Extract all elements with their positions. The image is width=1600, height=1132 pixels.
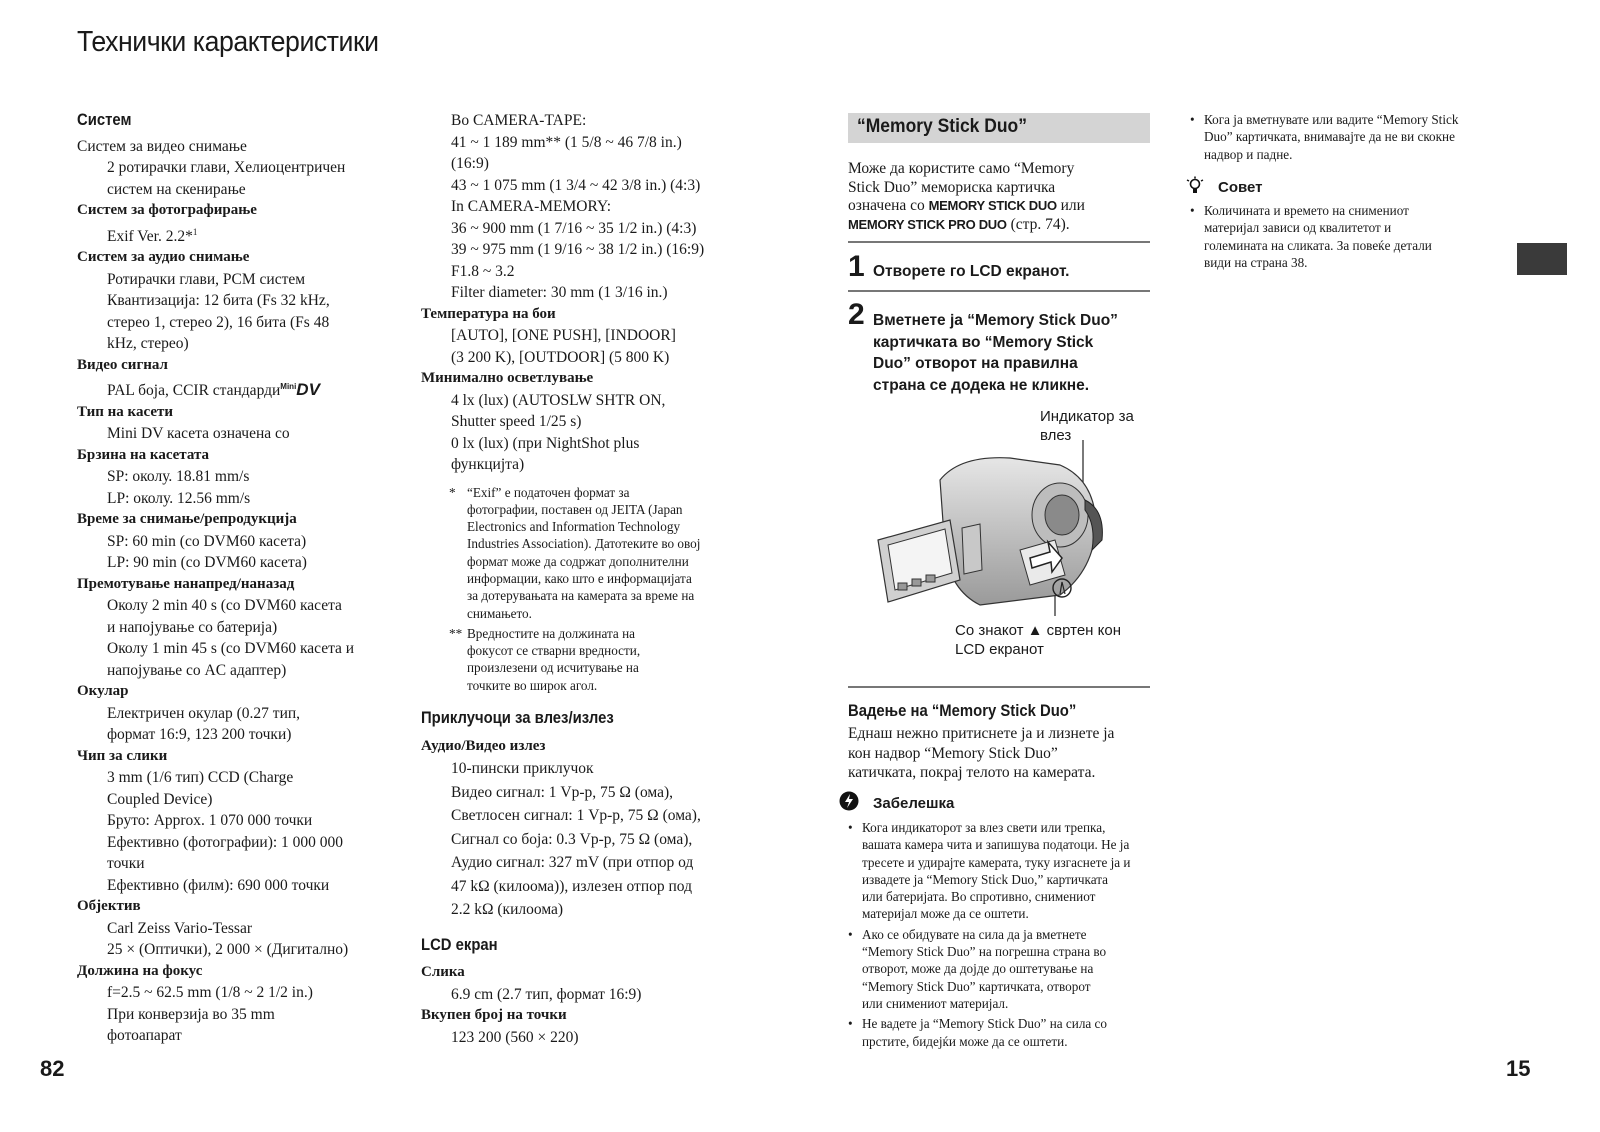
note-line: или снимениот материјал. bbox=[862, 995, 1009, 1011]
notes-list bbox=[848, 819, 1153, 1053]
spec-value: Светлосен сигнал: 1 Vp-p, 75 Ω (ома), bbox=[451, 807, 701, 825]
spec-value: и напојување со батерија) bbox=[107, 618, 278, 636]
footnote-line: снимањето. bbox=[467, 605, 532, 621]
note-line: или батеријата. Во спротивно, снимениот bbox=[862, 889, 1096, 905]
step-number: 2 bbox=[848, 298, 865, 331]
footnote-line: точките во широк агол. bbox=[467, 677, 598, 693]
bullet: • bbox=[848, 1016, 853, 1032]
remove-heading: Вадење на “Memory Stick Duo” bbox=[848, 702, 1077, 720]
callout-access-indicator: Индикатор за влез bbox=[1040, 408, 1134, 444]
footnote-line: фотографии, поставен од JEITA (Japan bbox=[467, 501, 683, 517]
spec-item bbox=[421, 368, 731, 476]
note-line: Не вадете ја “Memory Stick Duo” на сила со bbox=[862, 1016, 1107, 1032]
spec-item bbox=[77, 402, 397, 445]
remove-instructions: Еднаш нежно притиснете ја и лизнете ја кон надвор “Memory Stick Duo” катичката, покрај телото на камерата. bbox=[848, 725, 1115, 781]
spec-label: Видео сигнал bbox=[77, 356, 168, 373]
section-heading-lcd: LCD екран bbox=[421, 935, 498, 954]
spec-value: 10-пински приклучок bbox=[451, 760, 594, 778]
note-line: извадете ја “Memory Stick Duo,” картичката bbox=[862, 871, 1109, 887]
note-line: “Memory Stick Duo” на погрешна страна во bbox=[862, 944, 1107, 960]
spec-value: 3 mm (1/6 тип) CCD (Charge bbox=[107, 769, 294, 787]
spec-item bbox=[77, 136, 397, 201]
spec-value: 43 ~ 1 075 mm (1 3/4 ~ 42 3/8 in.) (4:3) bbox=[451, 176, 701, 194]
spec-value: Coupled Device) bbox=[107, 790, 213, 808]
spec-value: [AUTO], [ONE PUSH], [INDOOR] bbox=[451, 327, 676, 344]
spec-value: формат 16:9, 123 200 точки) bbox=[107, 726, 292, 744]
note-item bbox=[848, 926, 1153, 1012]
spec-value: Ротирачки глави, PCM систем bbox=[107, 270, 306, 288]
spec-label: Слика bbox=[421, 964, 465, 981]
spec-label: Премотување нанапред/наназад bbox=[77, 575, 295, 592]
spec-value: При конверзија во 35 mm bbox=[107, 1005, 275, 1023]
note-item: • Кога ја вметнувате или вадите “Memory Stick Duo” картичката, внимавајте да не ви скокне надвор и падне. bbox=[1190, 112, 1459, 162]
divider bbox=[848, 290, 1150, 292]
note-item bbox=[848, 819, 1153, 923]
spec-value: Ефективно (филм): 690 000 точки bbox=[107, 876, 330, 894]
section-thumb-tab bbox=[1517, 243, 1567, 275]
minidv-logo: $^{Mini}$DV bbox=[280, 380, 320, 400]
spec-label: Чип за слики bbox=[77, 747, 168, 764]
spec-item bbox=[77, 896, 397, 961]
note-line: вашата камера чита и запишува податоци. Не ја bbox=[862, 837, 1130, 853]
spec-item bbox=[77, 746, 397, 897]
section-heading-io: Приклучоци за влез/излез bbox=[421, 709, 614, 728]
tip-lightbulb-icon bbox=[1185, 176, 1205, 196]
specs-column-1 bbox=[77, 110, 397, 1047]
spec-value: 123 200 (560 × 220) bbox=[451, 1028, 579, 1046]
note-line: тресете и удирајте камерата, туку изгаснете ја и bbox=[862, 854, 1131, 870]
spec-value: Сигнал со боја: 0.3 Vp-p, 75 Ω (ома), bbox=[451, 830, 693, 848]
callout-mark-direction: Со знакот ▲ свртен кон LCD екранот bbox=[955, 622, 1121, 658]
section-heading-system: Систем bbox=[77, 111, 132, 129]
note-heading: Забелешка bbox=[873, 795, 955, 812]
spec-item bbox=[77, 355, 397, 402]
spec-value: Ефективно (фотографии): 1 000 000 bbox=[107, 833, 344, 851]
spec-item bbox=[77, 574, 397, 682]
spec-value: Околу 1 min 45 s (со DVM60 касета и bbox=[107, 640, 355, 658]
tip-note bbox=[1190, 202, 1490, 274]
spec-item bbox=[77, 445, 397, 510]
insert-remove-note bbox=[1190, 111, 1490, 166]
bullet: • bbox=[848, 926, 853, 942]
footnote-line: фокусот се стварни вредности, bbox=[467, 643, 641, 659]
step-text: Отворете го LCD екранот. bbox=[873, 263, 1070, 280]
spec-label: Систем за аудио снимање bbox=[77, 249, 250, 266]
memory-stick-heading: “Memory Stick Duo” bbox=[857, 116, 1027, 137]
footnote-line: произлезени од исчитување на bbox=[467, 660, 639, 676]
spec-label: Систем за видео снимање bbox=[77, 137, 247, 155]
spec-value: 47 kΩ (килоома)), излезен отпор под bbox=[451, 877, 692, 895]
spec-value: Exif Ver. 2.2*$^1$ bbox=[107, 226, 198, 245]
spec-value: Електричен окулар (0.27 тип, bbox=[107, 704, 301, 722]
footnote-mark: 1 bbox=[192, 226, 198, 237]
spec-value: f=2.5 ~ 62.5 mm (1/8 ~ 2 1/2 in.) bbox=[107, 984, 313, 1002]
footnote-mark: * bbox=[449, 484, 456, 500]
note-line: “Memory Stick Duo” картичката, отворот bbox=[862, 978, 1091, 994]
spec-value: 2 ротирачки глави, Хелиоцентричен bbox=[107, 159, 346, 176]
spec-value: напојување со AC адаптер) bbox=[107, 661, 287, 679]
spec-value: (3 200 K), [OUTDOOR] (5 800 K) bbox=[451, 348, 670, 366]
spec-list-2 bbox=[421, 304, 731, 476]
spec-value: In CAMERA-MEMORY: bbox=[451, 198, 612, 215]
spec-label: Минимално осветлување bbox=[421, 370, 594, 386]
spec-value: 6.9 cm (2.7 тип, формат 16:9) bbox=[451, 985, 642, 1003]
step-number: 1 bbox=[848, 250, 865, 283]
footnote-line: за дотерувањата на камерата за време на bbox=[467, 588, 695, 604]
spec-label: Должина на фокус bbox=[77, 962, 203, 979]
note-item: • Количината и времето на снимениот материјал зависи од квалитетот и големината на сликата. За повеќе детали види на страна 38. bbox=[1190, 203, 1432, 270]
note-item bbox=[848, 1015, 1153, 1050]
spec-value: 36 ~ 900 mm (1 7/16 ~ 35 1/2 in.) (4:3) bbox=[451, 219, 697, 237]
spec-value: SP: околу. 18.81 mm/s bbox=[107, 468, 250, 486]
note-line: Кога индикаторот за влез свети или трепка, bbox=[862, 820, 1106, 835]
spec-value: LP: 90 min (со DVM60 касета) bbox=[107, 554, 307, 572]
memory-stick-intro: Може да користите само “Memory Stick Duo” мемориска картичка означена со MEMORY STICK DUO или MEMORY STICK PRO DUO (стр. 74). bbox=[848, 160, 1085, 233]
spec-value: 4 lx (lux) (AUTOSLW SHTR ON, bbox=[451, 391, 666, 409]
page-title: Технички карактеристики bbox=[77, 26, 379, 58]
spec-label: Брзина на касетата bbox=[77, 446, 210, 463]
spec-label-av-out: Аудио/Видео излез bbox=[421, 737, 546, 754]
focal-length-continued bbox=[421, 110, 731, 304]
spec-value: SP: 60 min (со DVM60 касета) bbox=[107, 532, 307, 550]
spec-label: Објектив bbox=[77, 898, 141, 915]
spec-label: Вкупен број на точки bbox=[421, 1007, 567, 1024]
spec-value: Бруто: Approx. 1 070 000 точки bbox=[107, 812, 313, 830]
footnote-line: формат може да содржат дополнителни bbox=[467, 553, 689, 569]
spec-label: Време за снимање/репродукција bbox=[77, 511, 297, 528]
spec-item bbox=[77, 247, 397, 355]
memory-stick-heading-band bbox=[848, 113, 1150, 143]
note-line: прстите, бидејќи може да се оштети. bbox=[862, 1033, 1068, 1049]
spec-label: Тип на касети bbox=[77, 403, 173, 420]
divider bbox=[848, 241, 1150, 243]
spec-value: Carl Zeiss Vario-Tessar bbox=[107, 919, 252, 937]
spec-value: 2.2 kΩ (килоома) bbox=[451, 901, 564, 919]
footnote bbox=[451, 484, 731, 622]
tip-heading: Совет bbox=[1218, 179, 1263, 196]
av-out-values bbox=[421, 757, 731, 922]
spec-value: kHz, стерео) bbox=[107, 335, 189, 353]
footnote-line: Electronics and Information Technology bbox=[467, 519, 681, 535]
spec-item bbox=[421, 1005, 731, 1048]
lcd-specs bbox=[421, 962, 731, 1048]
spec-value: Видео сигнал: 1 Vp-p, 75 Ω (ома), bbox=[451, 783, 674, 801]
footnote-line: “Exif” е податочен формат за bbox=[467, 484, 630, 500]
spec-value: 0 lx (lux) (при NightShot plus bbox=[451, 434, 640, 452]
spec-value: 25 × (Оптички), 2 000 × (Дигитално) bbox=[107, 941, 349, 959]
spec-value: точки bbox=[107, 855, 145, 873]
memory-stick-duo-logo: MEMORY STICK DUO bbox=[928, 198, 1057, 213]
spec-value: Filter diameter: 30 mm (1 3/16 in.) bbox=[451, 284, 668, 301]
spec-item bbox=[77, 681, 397, 746]
spec-item bbox=[77, 509, 397, 574]
step-2 bbox=[848, 298, 1118, 394]
spec-value: Аудио сигнал: 327 mV (при отпор од bbox=[451, 854, 694, 872]
spec-label: Температура на бои bbox=[421, 305, 556, 322]
spec-item bbox=[77, 200, 397, 247]
note-line: Ако се обидувате на сила да ја вметнете bbox=[862, 926, 1087, 942]
spec-value: фотоапарат bbox=[107, 1027, 182, 1045]
camcorder-illustration bbox=[870, 440, 1120, 620]
spec-list bbox=[77, 136, 397, 1047]
spec-value: Околу 2 min 40 s (со DVM60 касета bbox=[107, 597, 342, 615]
note-line: материјал може да се оштети. bbox=[862, 906, 1029, 922]
spec-value: 39 ~ 975 mm (1 9/16 ~ 38 1/2 in.) (16:9) bbox=[451, 241, 705, 258]
spec-value: Во CAMERA-TAPE: bbox=[451, 112, 587, 129]
spec-value: LP: околу. 12.56 mm/s bbox=[107, 489, 251, 507]
spec-value: функцијта) bbox=[451, 456, 525, 473]
spec-value: (16:9) bbox=[451, 155, 489, 172]
spec-value: Mini DV касета означена со bbox=[107, 425, 290, 443]
spec-value: стерео 1, стерео 2), 16 бита (Fs 48 bbox=[107, 313, 330, 331]
page-number-left: 82 bbox=[40, 1056, 65, 1081]
footnote-line: Industries Association). Датотеките во овој bbox=[467, 536, 701, 552]
spec-label: Систем за фотографирање bbox=[77, 202, 257, 218]
step-1 bbox=[848, 250, 1070, 284]
step-text: Вметнете ја “Memory Stick Duo” картичката во “Memory Stick Duo” отворот на правилна страна се додека не кликне. bbox=[873, 312, 1118, 394]
footnote bbox=[451, 625, 731, 694]
footnote-line: Вредностите на должината на bbox=[467, 625, 635, 641]
spec-item bbox=[421, 962, 731, 1005]
divider bbox=[848, 686, 1150, 688]
page-number-right: 15 bbox=[1506, 1056, 1531, 1081]
caution-icon bbox=[839, 791, 859, 811]
spec-value: 41 ~ 1 189 mm** (1 5/8 ~ 46 7/8 in.) bbox=[451, 133, 682, 151]
spec-item bbox=[77, 961, 397, 1047]
spec-value: Квантизација: 12 бита (Fs 32 kHz, bbox=[107, 292, 330, 310]
spec-value: Shutter speed 1/25 s) bbox=[451, 413, 582, 430]
bullet: • bbox=[848, 820, 853, 835]
specs-column-2 bbox=[421, 110, 731, 1048]
footnote-mark: ** bbox=[449, 625, 463, 641]
note-line: отворот, може да дојде до оштетување на bbox=[862, 961, 1094, 977]
footnote-line: информации, како што е информацијата bbox=[467, 570, 692, 586]
footnotes bbox=[421, 484, 731, 695]
spec-label: Окулар bbox=[77, 683, 129, 700]
spec-value: F1.8 ~ 3.2 bbox=[451, 262, 515, 280]
memory-stick-pro-duo-logo: MEMORY STICK PRO DUO bbox=[848, 216, 1007, 232]
spec-value: систем на скенирање bbox=[107, 180, 246, 198]
spec-value: PAL боја, CCIR стандарди$^{Mini}$DV bbox=[107, 380, 320, 400]
spec-item bbox=[421, 304, 731, 369]
